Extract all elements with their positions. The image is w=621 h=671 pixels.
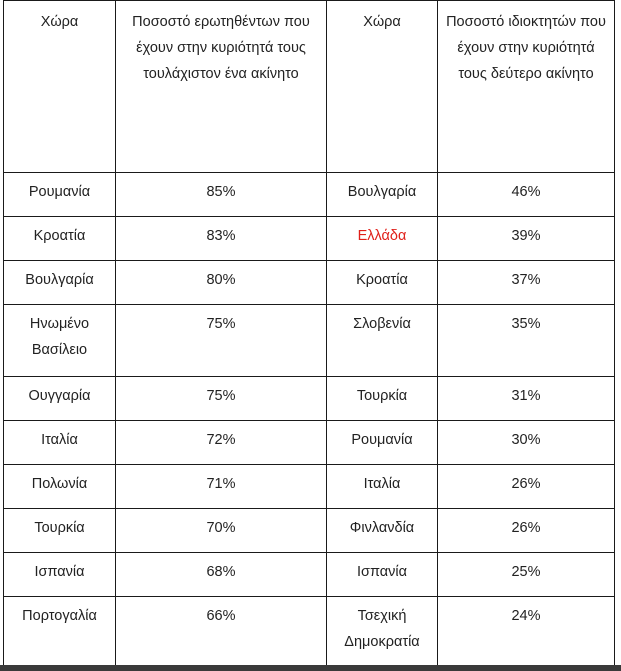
- country-cell: Φινλανδία: [327, 509, 438, 553]
- table-header-row: [4, 1, 615, 173]
- percent-cell: 83%: [116, 217, 327, 261]
- country-cell: Ηνωμένο Βασίλειο: [4, 305, 116, 377]
- header-country-2: Χώρα: [327, 1, 438, 173]
- percent-cell: 39%: [438, 217, 615, 261]
- country-cell: Πορτογαλία: [4, 597, 116, 669]
- country-cell: Βουλγαρία: [327, 173, 438, 217]
- table-row: [4, 173, 615, 217]
- country-cell: Τσεχική Δημοκρατία: [327, 597, 438, 669]
- country-cell: Κροατία: [4, 217, 116, 261]
- header-ownership-pct: Ποσοστό ερωτηθέντων που έχουν στην κυριότητά τους τουλάχιστον ένα ακίνητο: [116, 1, 327, 173]
- country-cell: Ισπανία: [4, 553, 116, 597]
- ownership-table: [3, 0, 615, 669]
- percent-cell: 75%: [116, 377, 327, 421]
- percent-cell: 26%: [438, 509, 615, 553]
- country-cell: Βουλγαρία: [4, 261, 116, 305]
- percent-cell: 71%: [116, 465, 327, 509]
- percent-cell: 70%: [116, 509, 327, 553]
- percent-cell: 66%: [116, 597, 327, 669]
- percent-cell: 25%: [438, 553, 615, 597]
- country-cell: Πολωνία: [4, 465, 116, 509]
- table-row: [4, 305, 615, 377]
- percent-cell: 85%: [116, 173, 327, 217]
- percent-cell: 68%: [116, 553, 327, 597]
- country-cell: Ισπανία: [327, 553, 438, 597]
- country-cell-highlighted: Ελλάδα: [327, 217, 438, 261]
- header-country-1: Χώρα: [4, 1, 116, 173]
- percent-cell: 37%: [438, 261, 615, 305]
- country-cell: Ιταλία: [327, 465, 438, 509]
- country-cell: Ουγγαρία: [4, 377, 116, 421]
- country-cell: Τουρκία: [4, 509, 116, 553]
- percent-cell: 31%: [438, 377, 615, 421]
- table-row: [4, 261, 615, 305]
- header-second-property-pct: Ποσοστό ιδιοκτητών που έχουν στην κυριότητά τους δεύτερο ακίνητο: [438, 1, 615, 173]
- percent-cell: 26%: [438, 465, 615, 509]
- country-cell: Ιταλία: [4, 421, 116, 465]
- table-row: [4, 377, 615, 421]
- percent-cell: 24%: [438, 597, 615, 669]
- country-cell: Κροατία: [327, 261, 438, 305]
- percent-cell: 35%: [438, 305, 615, 377]
- table-row: [4, 553, 615, 597]
- percent-cell: 75%: [116, 305, 327, 377]
- bottom-scrollbar-edge: [0, 665, 621, 671]
- table-row: [4, 421, 615, 465]
- country-cell: Σλοβενία: [327, 305, 438, 377]
- percent-cell: 72%: [116, 421, 327, 465]
- country-cell: Τουρκία: [327, 377, 438, 421]
- table-row: [4, 597, 615, 669]
- percent-cell: 80%: [116, 261, 327, 305]
- table-row: [4, 509, 615, 553]
- percent-cell: 30%: [438, 421, 615, 465]
- percent-cell: 46%: [438, 173, 615, 217]
- country-cell: Ρουμανία: [327, 421, 438, 465]
- country-cell: Ρουμανία: [4, 173, 116, 217]
- table-row: [4, 217, 615, 261]
- table-row: [4, 465, 615, 509]
